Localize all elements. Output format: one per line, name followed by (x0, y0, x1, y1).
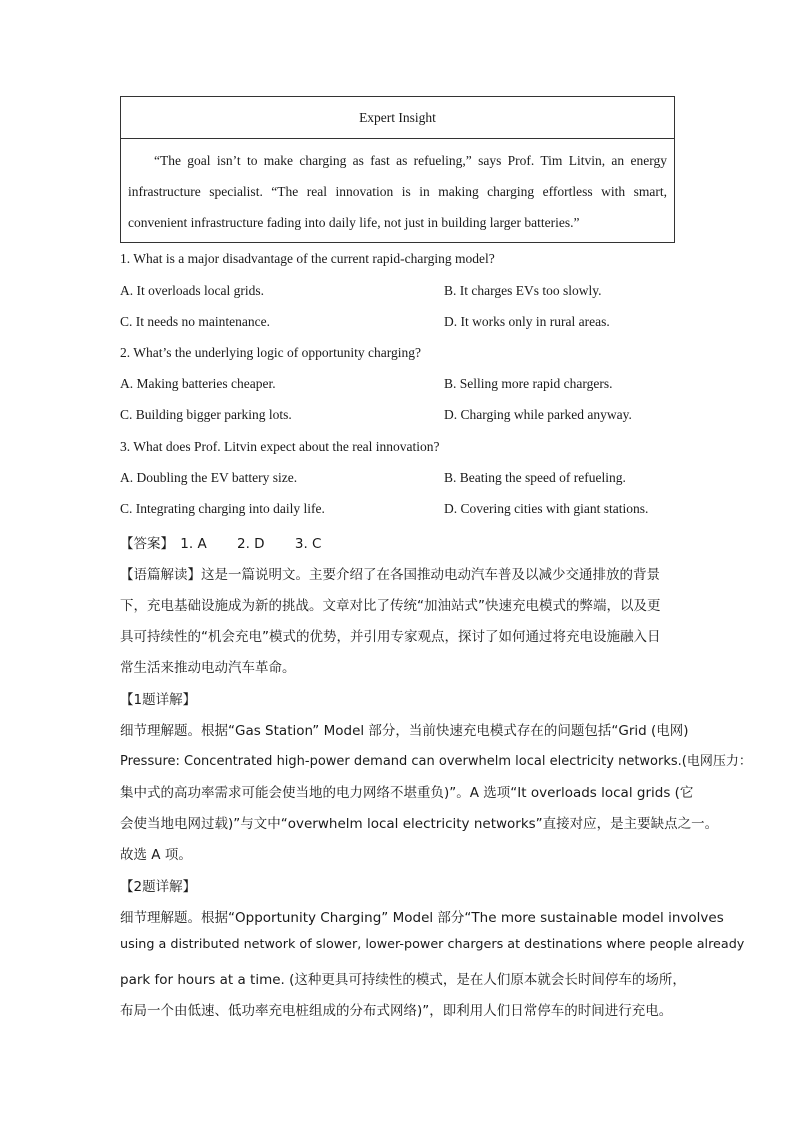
analysis-line: 【语篇解读】这是一篇说明文。主要介绍了在各国推动电动汽车普及以减少交通排放的背景 (120, 567, 660, 583)
expert-insight-title: Expert Insight (121, 97, 674, 139)
detail-1-line: 细节理解题。根据“Gas Station” Model 部分，当前快速充电模式存在的问题包括“Grid (电网) (120, 723, 689, 739)
answer-key (120, 532, 322, 552)
detail-1-line: 会使当地电网过载)”与文中“overwhelm local electricity networks”直接对应，是主要缺点之一。 (120, 816, 719, 832)
question-3-stem: 3. What does Prof. Litvin expect about the real innovation? (120, 439, 440, 454)
detail-2-line: 布局一个由低速、低功率充电桩组成的分布式网络)”，即利用人们日常停车的时间进行充电。 (120, 1003, 673, 1019)
question-1-stem: 1. What is a major disadvantage of the current rapid-charging model? (120, 251, 495, 266)
detail-2-line: 细节理解题。根据“Opportunity Charging” Model 部分“The more sustainable model involves (120, 910, 724, 926)
question-3-option-a: A. Doubling the EV battery size. (120, 470, 298, 485)
expert-insight-box (120, 96, 675, 243)
detail-1-line: 集中式的高功率需求可能会使当地的电力网络不堪重负)”。A 选项“It overloads local grids (它 (120, 785, 694, 801)
question-2-stem: 2. What’s the underlying logic of opportunity charging? (120, 345, 421, 360)
detail-1-heading: 【1题详解】 (120, 692, 197, 708)
question-1-option-a: A. It overloads local grids. (120, 283, 264, 298)
detail-2-line: park for hours at a time. (这种更具可持续性的模式，是在人们原本就会长时间停车的场所， (120, 972, 686, 988)
analysis-line: 下，充电基础设施成为新的挑战。文章对比了传统“加油站式”快速充电模式的弊端，以及更 (120, 598, 661, 614)
answer-1: 1. A (180, 536, 207, 552)
question-3-option-d: D. Covering cities with giant stations. (444, 501, 649, 516)
question-3-option-c: C. Integrating charging into daily life. (120, 501, 325, 516)
detail-1-line: Pressure: Concentrated high-power demand can overwhelm local electricity networks.(电网压力： (120, 754, 752, 769)
answer-3: 3. C (294, 536, 322, 552)
analysis-line: 常生活来推动电动汽车革命。 (120, 660, 296, 676)
expert-insight-quote: “The goal isn’t to make charging as fast as refueling,” says Prof. Tim Litvin, an energy infrastructure specialist. “The real innovation is in making charging effortless with smart, convenient infrastructure fading into daily life, not just in building larger batteries.” (128, 153, 667, 230)
detail-1-line: 故选 A 项。 (120, 847, 192, 863)
question-2-option-d: D. Charging while parked anyway. (444, 407, 632, 422)
question-2-option-b: B. Selling more rapid chargers. (444, 376, 613, 391)
answer-2: 2. D (237, 536, 265, 552)
question-1-option-b: B. It charges EVs too slowly. (444, 283, 602, 298)
answer-label: 【答案】 (120, 536, 174, 552)
question-2-option-a: A. Making batteries cheaper. (120, 376, 276, 391)
question-1-option-c: C. It needs no maintenance. (120, 314, 270, 329)
detail-2-line: using a distributed network of slower, lower-power chargers at destinations where people already (120, 937, 745, 952)
question-3-option-b: B. Beating the speed of refueling. (444, 470, 626, 485)
question-1-option-d: D. It works only in rural areas. (444, 314, 610, 329)
question-2-option-c: C. Building bigger parking lots. (120, 407, 292, 422)
detail-2-heading: 【2题详解】 (120, 879, 197, 895)
analysis-line: 具可持续性的“机会充电”模式的优势，并引用专家观点，探讨了如何通过将充电设施融入日 (120, 629, 661, 645)
